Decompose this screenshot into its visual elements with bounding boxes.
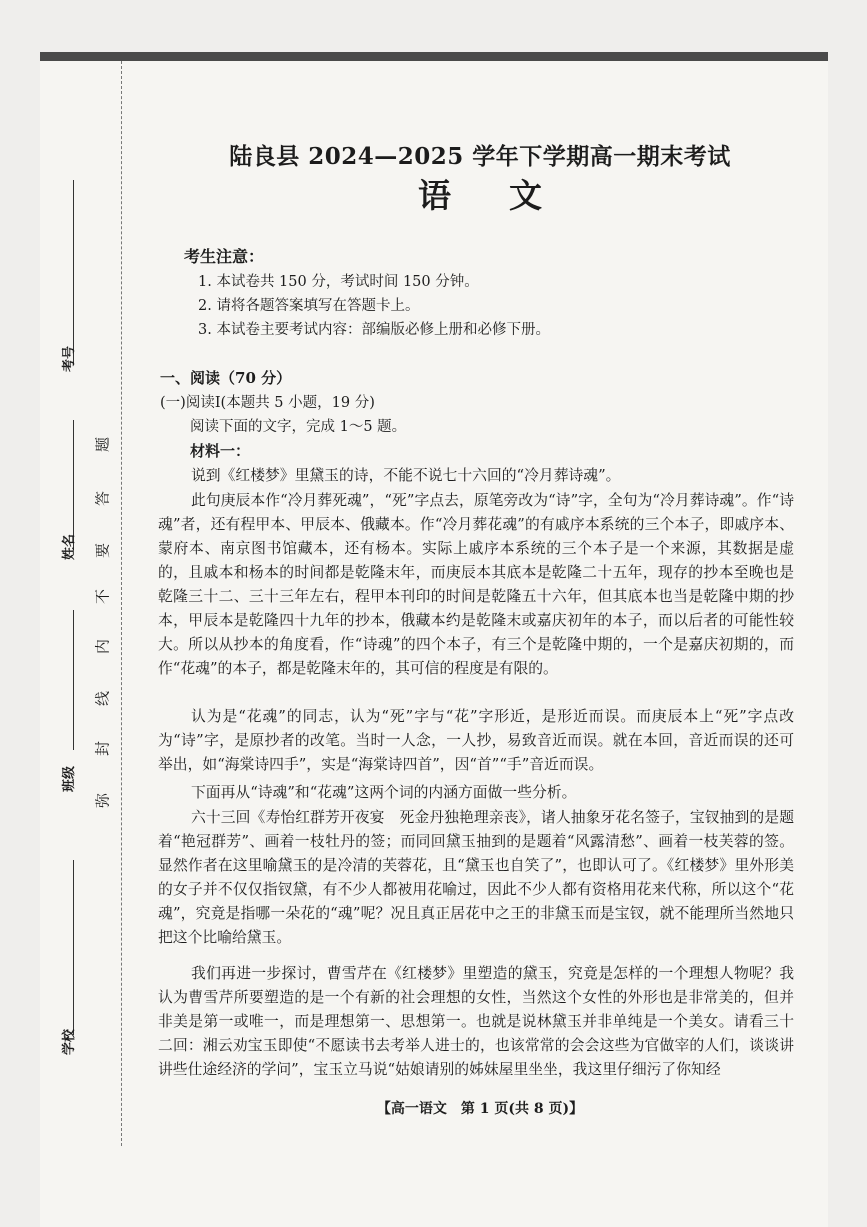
exam-number-line bbox=[73, 180, 74, 365]
seal-char: 要 bbox=[93, 543, 112, 559]
class-line bbox=[73, 610, 74, 750]
body-paragraph: 说到《红楼梦》里黛玉的诗，不能不说七十六回的“冷月葬诗魂”。 bbox=[191, 467, 621, 484]
notice-item: 1. 本试卷共 150 分，考试时间 150 分钟。 bbox=[198, 274, 479, 290]
page-footer: 【高一语文 第 1 页(共 8 页)】 bbox=[376, 1101, 584, 1117]
body-paragraph: 我们再进一步探讨，曹雪芹在《红楼梦》里塑造的黛玉，究竟是怎样的一个理想人物呢？我认为曹雪芹所要塑造的是一个有新的社会理想的女性，当然这个女性的外形也是非常美的，但并非美是第一或唯一，而是理想第一、思想第一。也就是说林黛玉并非单纯是一个美女。请看三十二回：湘云劝宝玉即使“不愿读书去考举人进士的，也该常常的会会这些为官做宰的人们，谈谈讲讲些仕途经济的学问”，宝玉立马说“姑娘请别的姊妹屋里坐坐，我这里仔细污了你知经 bbox=[158, 965, 794, 1078]
material-label: 材料一： bbox=[190, 442, 251, 460]
seal-char: 封 bbox=[93, 741, 112, 757]
binding-dashed-line bbox=[121, 61, 123, 1146]
seal-char: 弥 bbox=[93, 793, 112, 809]
top-rule bbox=[40, 52, 828, 61]
notice-heading: 考生注意： bbox=[184, 247, 265, 266]
seal-char: 内 bbox=[93, 639, 112, 655]
school-label: 学校 bbox=[62, 1028, 77, 1055]
exam-title: 陆良县 2024—2025 学年下学期高一期末考试 bbox=[229, 143, 731, 170]
instruction: 阅读下面的文字，完成 1～5 题。 bbox=[190, 419, 407, 435]
name-label: 姓名 bbox=[62, 533, 77, 560]
exam-number-label: 考号 bbox=[62, 345, 77, 372]
body-paragraph: 下面再从“诗魂”和“花魂”这两个词的内涵方面做一些分析。 bbox=[191, 784, 577, 801]
seal-char: 线 bbox=[93, 691, 112, 707]
body-paragraph: 此句庚辰本作“冷月葬死魂”，“死”字点去，原笔旁改为“诗”字，全句为“冷月葬诗魂”。作“诗魂”者，还有程甲本、甲辰本、俄藏本。作“冷月葬花魂”的有戚序本系统的三个本子，即戚序本、蒙府本、南京图书馆藏本，还有杨本。实际上戚序本系统的三个本子是一个来源，其数据是虚的，且戚本和杨本的时间都是乾隆末年，而庚辰本其底本是乾隆二十五年，现存的抄本至晚也是乾隆三十二、三十三年左右，程甲本刊印的时间是乾隆五十六年，但其底本也当是乾隆中期的抄本，甲辰本是乾隆四十九年的抄本，俄藏本约是乾隆末或嘉庆初年的本子，而以后者的可能性较大。所以从抄本的角度看，作“诗魂”的四个本子，有三个是乾隆中期的，一个是嘉庆初期的，而作“花魂”的本子，都是乾隆末年的，其可信的程度是有限的。 bbox=[158, 492, 794, 677]
body-paragraph: 认为是“花魂”的同志，认为“死”字与“花”字形近，是形近而误。而庚辰本上“死”字点改为“诗”字，是原抄者的改笔。当时一人念，一人抄，易致音近而误。就在本回，音近而误的还可举出，如“海棠诗四手”，实是“海棠诗四首”，因“首”“手”音近而误。 bbox=[158, 708, 794, 773]
school-line bbox=[73, 860, 74, 1035]
subsection-heading: (一)阅读Ⅰ(本题共 5 小题，19 分) bbox=[160, 395, 375, 411]
body-paragraph: 六十三回《寿怡红群芳开夜宴 死金丹独艳理亲丧》，诸人抽象牙花名签子，宝钗抽到的是题着“艳冠群芳”、画着一枝牡丹的签；而同回黛玉抽到的是题着“风露清愁”、画着一枝芙蓉的签。显然作者在这里喻黛玉的是冷清的芙蓉花，且“黛玉也自笑了”，也即认可了。《红楼梦》里外形美的女子并不仅仅指钗黛，有不少人都被用花喻过，因此不少人都有资格用花来代称，所以这个“花魂”，究竟是指哪一朵花的“魂”呢？况且真正居花中之王的非黛玉而是宝钗，就不能理所当然地只把这个比喻给黛玉。 bbox=[158, 809, 794, 946]
name-line bbox=[73, 420, 74, 550]
class-label: 班级 bbox=[62, 765, 77, 792]
notice-item: 2. 请将各题答案填写在答题卡上。 bbox=[198, 298, 420, 314]
section-heading: 一、阅读（70 分） bbox=[160, 369, 292, 387]
subject-title: 语文 bbox=[418, 176, 600, 215]
seal-char: 答 bbox=[93, 491, 112, 507]
seal-char: 题 bbox=[93, 437, 112, 453]
notice-item: 3. 本试卷主要考试内容：部编版必修上册和必修下册。 bbox=[198, 322, 550, 338]
seal-char: 不 bbox=[93, 589, 112, 605]
